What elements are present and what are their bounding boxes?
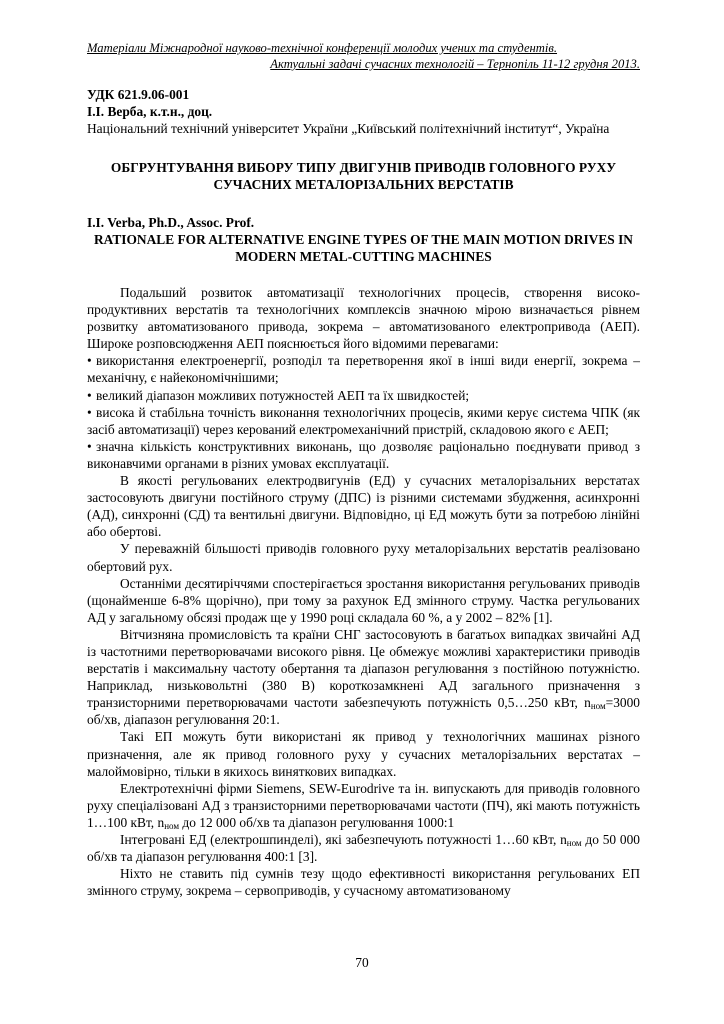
- subscript-nom: ном: [566, 838, 582, 848]
- paragraph-2: В якості регульованих електродвигунів (ЕД) у сучасних металорізальних верстатах застосовують двигуни постійного струму (ДПС) із різними системами збудження, асинхронні (АД), синхронні (СД) та вентильні двигуни. Відповідно, ці ЕД можуть бути за потребою лінійні або обертові.: [87, 473, 640, 540]
- udk-code: УДК 621.9.06-001: [87, 87, 190, 102]
- advantages-list: [87, 352, 640, 472]
- author-ua: І.І. Верба, к.т.н., доц.: [87, 104, 213, 119]
- bullet-icon: •: [87, 404, 92, 420]
- paragraph-9: Ніхто не ставить під сумнів тезу щодо ефективності використання регульованих ЕП змінного струму, зокрема – сервоприводів, у сучасному автоматизованому: [87, 866, 640, 899]
- bullet-icon: •: [87, 438, 92, 454]
- paragraph-7-text-a: Електротехнічні фірми Siemens, SEW-Eurodrive та ін. випускають для приводів головного руху спеціалізовані АД з транзисторними перетворювачами частоти (ПЧ), які мають потужність 1…100 кВт, n: [87, 780, 640, 830]
- paragraph-8-text-b: до 50 000 об/хв та діапазон регулювання 400:1 [3].: [87, 832, 640, 865]
- paragraph-1: Подальший розвиток автоматизації технологічних процесів, створення високопродуктивних верстатів та технологічних комплексів значною мірою визначається рівнем розвитку автоматизованого привода, зокрема – автоматизованого електропривода (АЕП). Широке розповсюдження АЕП пояснюється його відомими перевагами:: [87, 285, 640, 352]
- paragraph-5-text-b: =3000 об/хв, діапазон регулювання 20:1.: [87, 695, 640, 728]
- paragraph-7: [87, 780, 640, 831]
- header-line-1: Матеріали Міжнародної науково-технічної конференції молодих учених та студентів.: [87, 41, 558, 55]
- title-ua: ОБГРУНТУВАННЯ ВИБОРУ ТИПУ ДВИГУНІВ ПРИВОДІВ ГОЛОВНОГО РУХУ СУЧАСНИХ МЕТАЛОРІЗАЛЬНИХ ВЕРСТАТІВ: [110, 160, 617, 192]
- paragraph-4: Останніми десятиріччями спостерігається зростання використання регульованих приводів (щонайменше 6-8% щорічно), при тому за рахунок ЕД змінного струму. Частка регульованих АД у загальному обсязі продаж ще у 1990 році складала 60 %, а у 2002 – 82% [1].: [87, 575, 640, 625]
- paragraph-7-text-b: до 12 000 об/хв та діапазон регулювання 1000:1: [179, 814, 455, 830]
- list-item-text: висока й стабільна точність виконання технологічних процесів, якими керує система ЧПК (як засіб автоматизації) через керований електромеханічний пристрій, складовою якого є АЕП;: [87, 404, 640, 437]
- bullet-icon: •: [87, 387, 92, 403]
- subscript-nom: ном: [164, 820, 180, 831]
- paragraph-6: Такі ЕП можуть бути використані як привод у технологічних машинах різного призначення, але як привод головного руху у сучасних металорізальних верстатах – малоймовірно, тільки в якихось виняткових випадках.: [87, 729, 640, 779]
- paragraph-5: [87, 626, 640, 729]
- page-content: [87, 40, 640, 899]
- paragraph-8-text-a: Інтегровані ЕД (електрошпинделі), які забезпечують потужності 1…60 кВт, n: [120, 832, 567, 847]
- affiliation: Національний технічний університет України „Київський політехнічний інститут“, Україна: [87, 121, 610, 136]
- list-item-text: використання електроенергії, розподіл та перетворення якої в інші види енергії, зокрема – механічну, є найекономічнішими;: [87, 353, 640, 386]
- paragraph-3: У переважній більшості приводів головного руху металорізальних верстатів реалізовано обертовий рух.: [87, 541, 640, 574]
- page-number: 70: [355, 955, 369, 970]
- article-meta: [87, 86, 640, 137]
- subscript-nom: ном: [590, 701, 606, 712]
- bullet-icon: •: [87, 353, 92, 369]
- author-en: I.I. Verba, Ph.D., Assoc. Prof.: [87, 215, 255, 230]
- list-item-text: великий діапазон можливих потужностей АЕП та їх швидкостей;: [96, 387, 470, 403]
- title-en: RATIONALE FOR ALTERNATIVE ENGINE TYPES OF THE MAIN MOTION DRIVES IN MODERN METAL-CUTTING MACHINES: [94, 232, 633, 264]
- conference-header: [87, 40, 640, 72]
- list-item-text: значна кількість конструктивних виконань, що дозволяє раціонально поєднувати привод з виконавчими органами в різних умовах експлуатації.: [87, 438, 640, 471]
- list-item: [87, 387, 640, 404]
- list-item: [87, 404, 640, 438]
- paragraph-5-text-a: Вітчизняна промисловість та країни СНГ застосовують в багатьох випадках звичайні АД із частотними перетворювачами високого рівня. Це обмежує можливі характеристики приводів верстатів і максимальну частоту обертання та діапазон регулювання з постійною потужністю. Наприклад, низьковольтні (380 В) короткозамкнені АД загального призначення з транзисторними перетворювачами частоти забезпечують потужність 0,5…250 кВт, n: [87, 626, 640, 711]
- paragraph-8: [87, 831, 640, 865]
- list-item: [87, 352, 640, 386]
- article-body: [87, 284, 640, 899]
- header-line-2: Актуальні задачі сучасних технологій – Тернопіль 11-12 грудня 2013.: [270, 57, 640, 71]
- list-item: [87, 438, 640, 472]
